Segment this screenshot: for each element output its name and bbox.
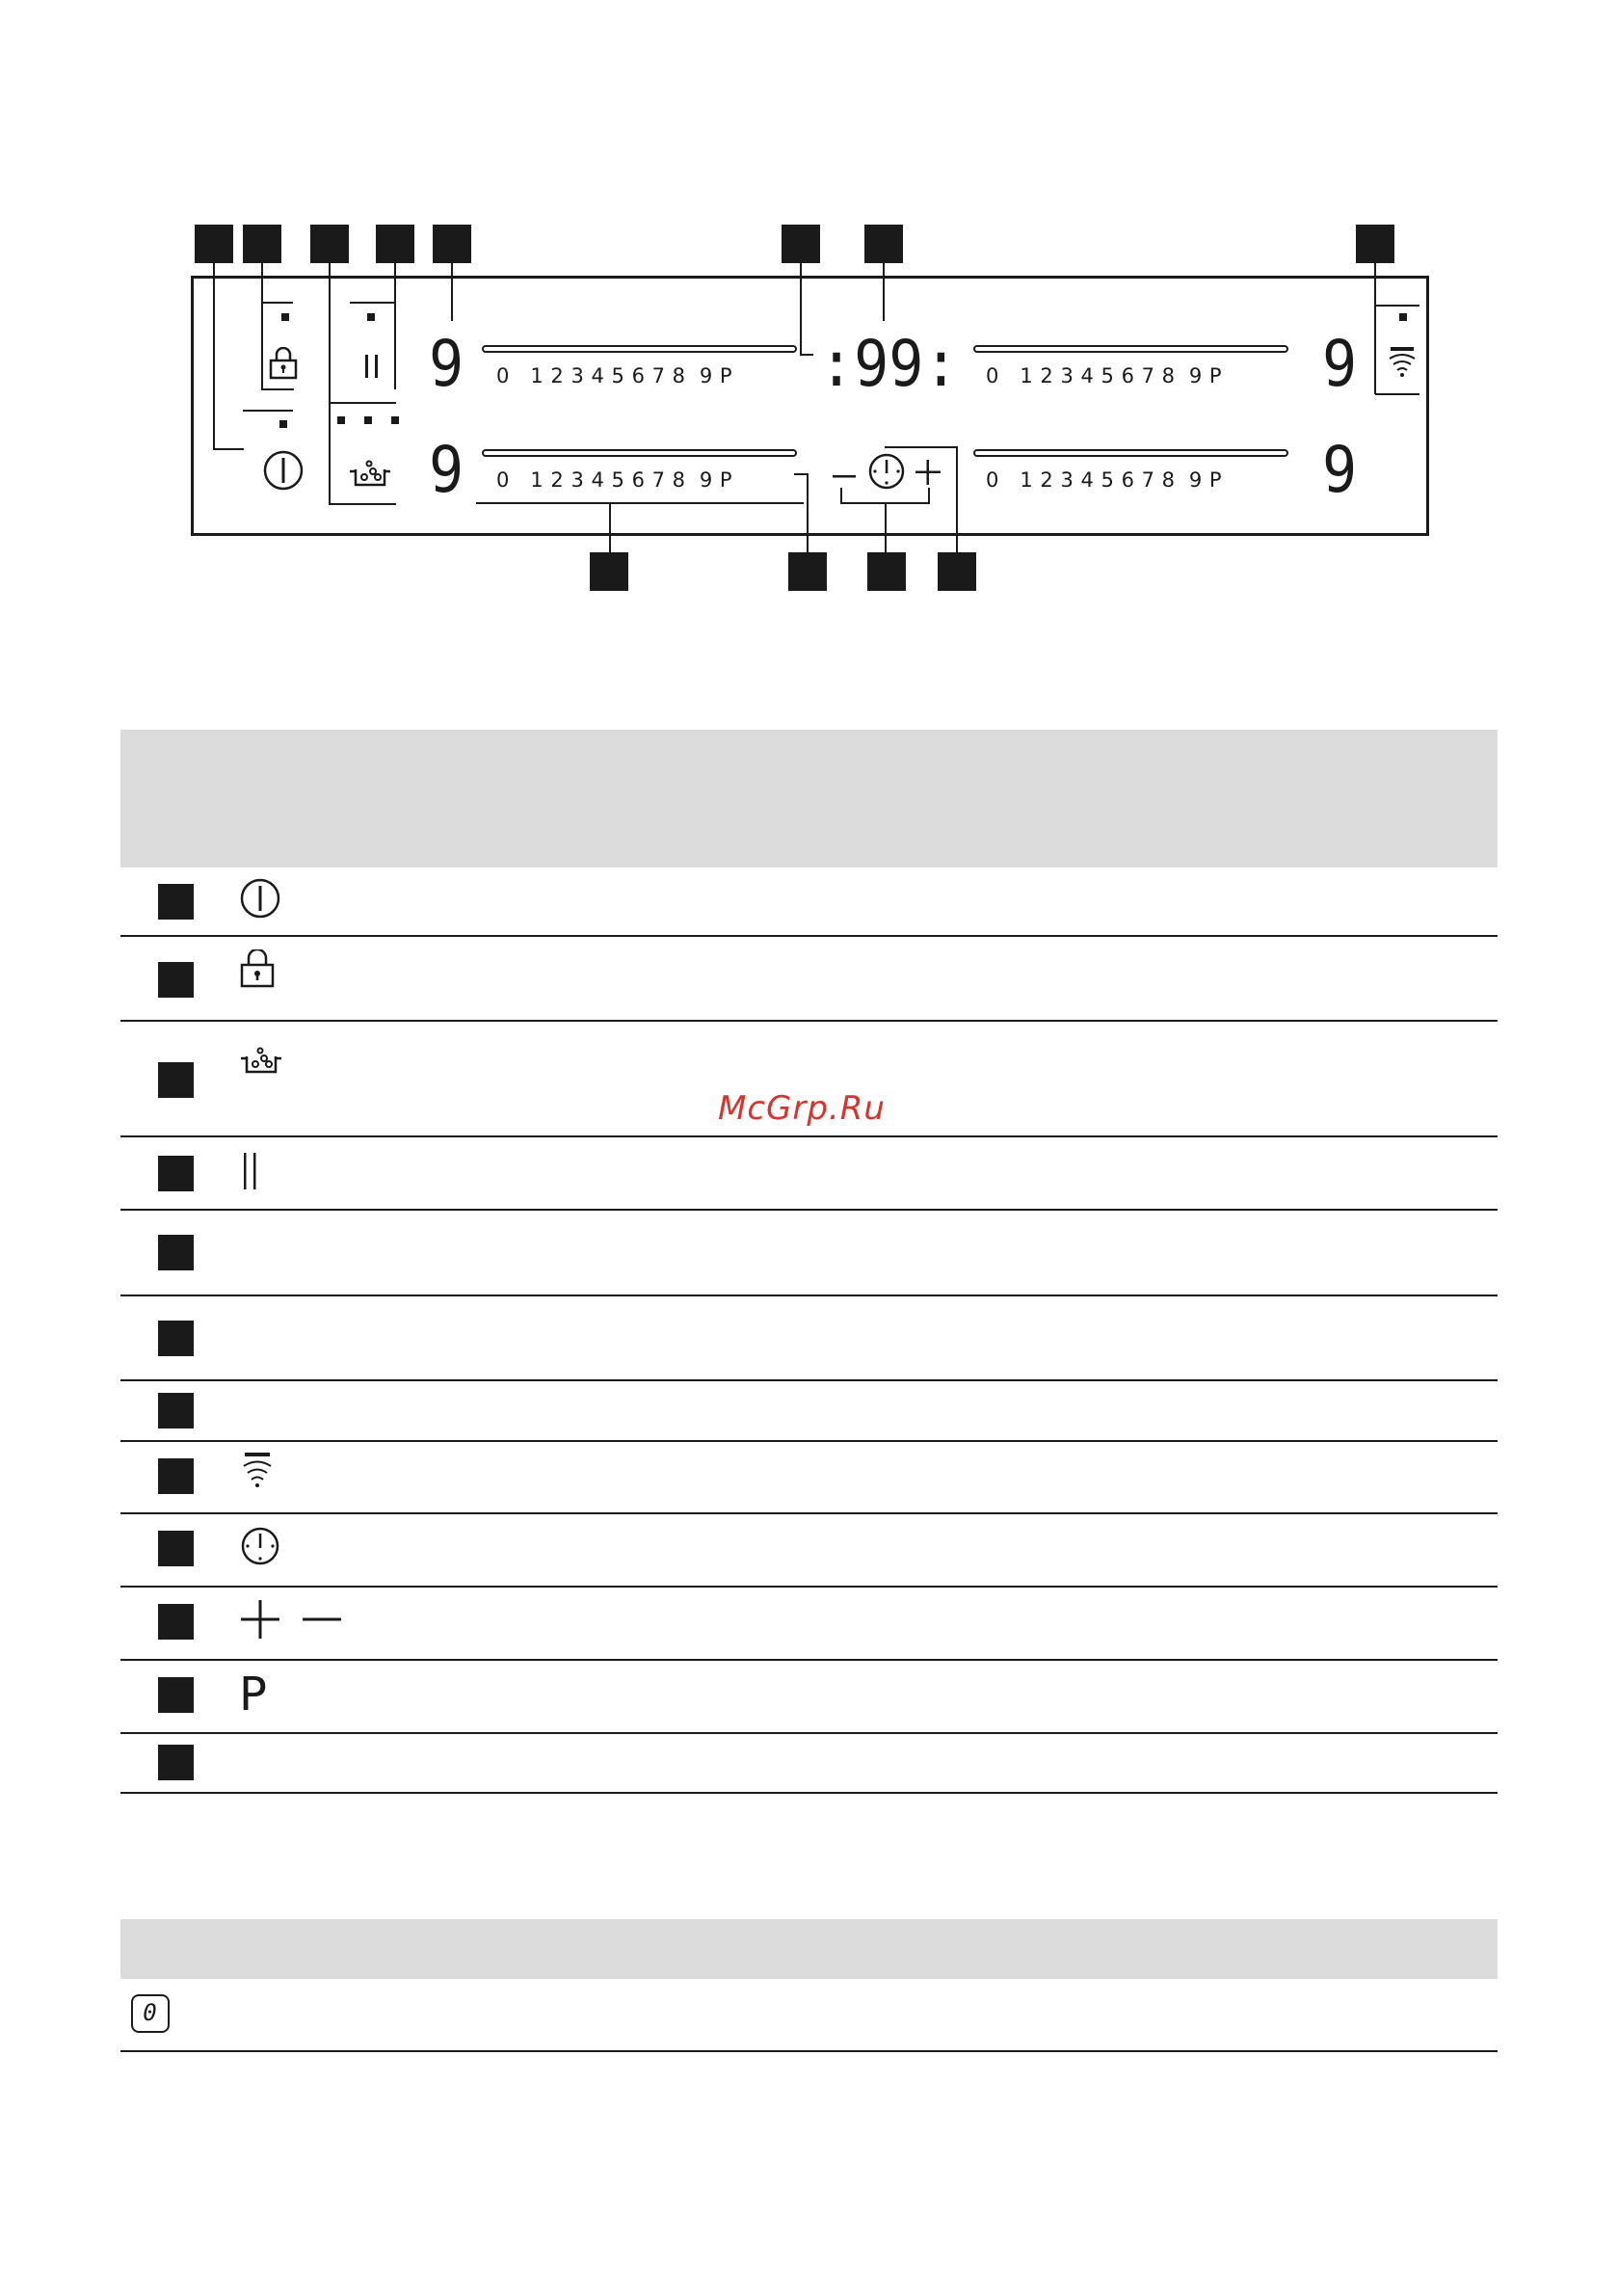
- lock-icon[interactable]: [268, 347, 299, 386]
- callout-12: [938, 552, 976, 591]
- digit-zero-text: 0: [143, 1999, 157, 2026]
- slider-bottom-right[interactable]: [973, 449, 1288, 457]
- zone-digit-top-left: 9: [429, 327, 464, 402]
- row-number-box: [158, 1393, 194, 1428]
- zone-digit-top-right: 9: [1322, 327, 1358, 402]
- callout-10: [788, 552, 827, 591]
- minus-icon[interactable]: [831, 463, 858, 494]
- callout-2: [243, 225, 281, 263]
- zone-digit-bottom-right: 9: [1322, 433, 1358, 508]
- hood-icon: [239, 1451, 276, 1495]
- power-icon: [239, 877, 281, 923]
- row-number-box: [158, 1156, 194, 1191]
- hood-icon[interactable]: [1386, 345, 1419, 384]
- slider-top-right[interactable]: [973, 345, 1288, 353]
- power-led: [279, 420, 287, 428]
- pause-icon: [239, 1151, 262, 1195]
- boost-led-3: [391, 416, 399, 424]
- callout-9: [590, 552, 628, 591]
- boost-pot-icon: [239, 1043, 283, 1080]
- lock-icon: [239, 949, 276, 994]
- row-number-box: [158, 1062, 194, 1098]
- row-number-box: [158, 1677, 194, 1713]
- callout-1: [195, 225, 233, 263]
- callout-6: [782, 225, 820, 263]
- callout-7: [864, 225, 903, 263]
- hood-led: [1399, 313, 1407, 321]
- table-1-header: [120, 730, 1498, 868]
- callout-4: [376, 225, 414, 263]
- pause-led: [367, 313, 375, 321]
- scale-bottom-right: 0 1 2 3 4 5 6 7 8 9 P: [986, 468, 1223, 492]
- boost-pot-icon[interactable]: [348, 456, 392, 493]
- zone-digit-bottom-left: 9: [429, 433, 464, 508]
- timer-display: :99:: [819, 327, 959, 402]
- pause-icon[interactable]: [362, 353, 382, 384]
- callout-3: [310, 225, 349, 263]
- cooktop-panel: [191, 276, 1429, 536]
- digit-zero-display-icon: [131, 1994, 170, 2033]
- scale-top-left: 0 1 2 3 4 5 6 7 8 9 P: [496, 364, 733, 387]
- scale-bottom-left: 0 1 2 3 4 5 6 7 8 9 P: [496, 468, 733, 492]
- row-number-box: [158, 1321, 194, 1356]
- callout-5: [433, 225, 471, 263]
- row-number-box: [158, 1604, 194, 1640]
- boost-led-2: [364, 416, 372, 424]
- boost-led-1: [337, 416, 345, 424]
- watermark: McGrp.Ru: [718, 1089, 886, 1128]
- lock-led: [281, 313, 289, 321]
- plus-minus-icon: [239, 1600, 345, 1642]
- p-letter-icon: P: [239, 1668, 267, 1722]
- slider-top-left[interactable]: [482, 345, 797, 353]
- row-number-box: [158, 1531, 194, 1566]
- power-icon[interactable]: [262, 449, 305, 495]
- timer-icon: [239, 1525, 281, 1571]
- timer-icon[interactable]: [866, 451, 907, 495]
- row-number-box: [158, 1745, 194, 1780]
- slider-bottom-left[interactable]: [482, 449, 797, 457]
- row-number-box: [158, 1235, 194, 1270]
- callout-11: [867, 552, 906, 591]
- row-number-box: [158, 1458, 194, 1494]
- callout-8: [1356, 225, 1394, 263]
- plus-icon[interactable]: [914, 458, 942, 491]
- row-number-box: [158, 884, 194, 920]
- scale-top-right: 0 1 2 3 4 5 6 7 8 9 P: [986, 364, 1223, 387]
- row-number-box: [158, 962, 194, 998]
- table-2-header: [120, 1919, 1498, 1979]
